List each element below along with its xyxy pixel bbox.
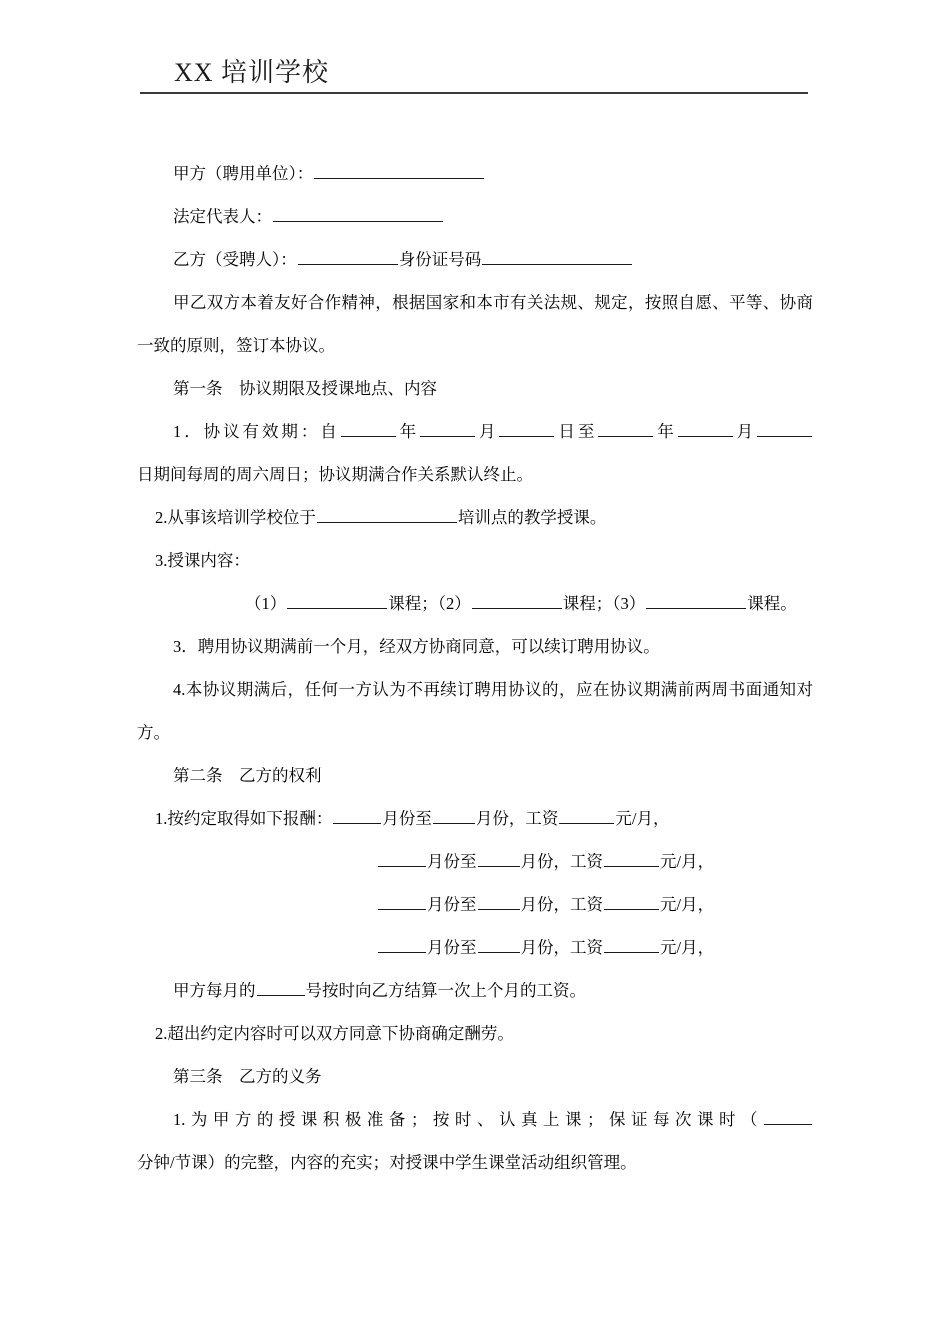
salary-1-to-blank[interactable]	[433, 806, 475, 824]
course-1-suffix: 课程；	[388, 594, 438, 613]
article-1-item-4: 3．聘用协议期满前一个月，经双方协商同意，可以续订聘用协议。	[173, 637, 660, 656]
salary-3-suffix: 元/月，	[660, 895, 715, 914]
course-3-blank[interactable]	[646, 591, 746, 609]
article-2-salary-row-4	[137, 926, 813, 969]
party-b-label: 乙方（受聘人）：	[173, 250, 297, 269]
art1-item1-mid1: 年	[396, 422, 420, 441]
article-2-heading: 第二条 乙方的权利	[173, 766, 322, 785]
salary-2-to-blank[interactable]	[478, 849, 520, 867]
party-b-blank[interactable]	[298, 247, 398, 265]
article-1-item-2	[137, 496, 813, 539]
legal-rep-label: 法定代表人：	[173, 207, 272, 226]
article-2-salary-row-3	[137, 883, 813, 926]
party-a-label: 甲方（聘用单位）：	[173, 164, 314, 183]
article-1-item-3	[137, 539, 813, 582]
end-month-blank[interactable]	[678, 419, 733, 437]
art2-item1-mid1: 月份至	[382, 809, 432, 828]
document-body	[137, 152, 813, 1184]
course-2-label: （2）	[437, 594, 471, 613]
course-2-suffix: 课程；	[562, 594, 613, 613]
legal-rep-line	[137, 195, 813, 238]
header-divider	[140, 92, 808, 94]
article-2-item-2: 2.超出约定内容时可以双方同意下协商确定酬劳。	[155, 1024, 514, 1043]
art1-item3-prefix: 3.授课内容：	[155, 551, 250, 570]
salary-4-amount-blank[interactable]	[604, 935, 659, 953]
end-day-blank[interactable]	[757, 419, 812, 437]
art2-item1-mid2: 月份，工资	[475, 809, 559, 828]
id-number-label: 身份证号码	[398, 250, 482, 269]
salary-3-amount-blank[interactable]	[604, 892, 659, 910]
art1-item1-mid4: 年	[654, 422, 677, 441]
party-b-line	[137, 238, 813, 281]
art3-item1-suffix: 分钟/节课）的完整，内容的充实；对授课中学生课堂活动组织管理。	[137, 1153, 637, 1172]
article-2-item-1	[137, 797, 813, 840]
art1-item1-prefix: 1．协议有效期：自	[173, 422, 340, 441]
article-3-heading: 第三条 乙方的义务	[173, 1067, 322, 1086]
article-1-heading: 第一条 协议期限及授课地点、内容	[173, 379, 437, 398]
article-1-course-list	[137, 582, 813, 625]
course-2-blank[interactable]	[472, 591, 562, 609]
party-a-blank[interactable]	[314, 161, 484, 179]
salary-4-mid1: 月份至	[427, 938, 477, 957]
course-1-label: （1）	[245, 594, 287, 613]
end-year-blank[interactable]	[598, 419, 653, 437]
salary-2-mid2: 月份，工资	[520, 852, 603, 871]
settlement-prefix: 甲方每月的	[173, 981, 256, 1000]
salary-2-suffix: 元/月，	[660, 852, 715, 871]
settlement-day-blank[interactable]	[257, 978, 305, 996]
art3-item1-prefix: 1.为甲方的授课积极准备；按时、认真上课；保证每次课时（	[173, 1110, 763, 1129]
class-minutes-blank[interactable]	[764, 1107, 812, 1125]
document-header	[140, 56, 808, 102]
course-3-label: （3）	[612, 594, 646, 613]
salary-3-from-blank[interactable]	[378, 892, 426, 910]
id-number-blank[interactable]	[482, 247, 632, 265]
legal-rep-blank[interactable]	[273, 204, 443, 222]
art1-item1-mid2: 月	[476, 422, 499, 441]
salary-1-amount-blank[interactable]	[559, 806, 614, 824]
article-1-item-5: 4.本协议期满后，任何一方认为不再续订聘用协议的，应在协议期满前两周书面通知对方。	[137, 680, 813, 742]
salary-4-mid2: 月份，工资	[520, 938, 603, 957]
course-1-blank[interactable]	[287, 591, 387, 609]
course-3-suffix: 课程。	[747, 594, 797, 613]
article-1-item-1	[137, 410, 813, 496]
art1-item1-mid5: 月	[733, 422, 756, 441]
start-day-blank[interactable]	[499, 419, 554, 437]
art1-item2-suffix: 培训点的教学授课。	[457, 508, 607, 527]
salary-3-mid2: 月份，工资	[520, 895, 603, 914]
party-a-line	[137, 152, 813, 195]
salary-4-suffix: 元/月，	[660, 938, 715, 957]
art2-item1-prefix: 1.按约定取得如下报酬：	[155, 809, 333, 828]
salary-2-mid1: 月份至	[427, 852, 477, 871]
art2-item1-suffix: 元/月，	[615, 809, 670, 828]
preamble-paragraph: 甲乙双方本着友好合作精神，根据国家和本市有关法规、规定，按照自愿、平等、协商一致的原则，签订本协议。	[137, 293, 813, 355]
salary-2-amount-blank[interactable]	[604, 849, 659, 867]
article-3-item-1	[137, 1098, 813, 1184]
start-month-blank[interactable]	[420, 419, 475, 437]
article-2-settlement-line	[137, 969, 813, 1012]
page-title: XX 培训学校	[174, 58, 330, 87]
salary-1-from-blank[interactable]	[333, 806, 381, 824]
art1-item2-prefix: 2.从事该培训学校位于	[155, 508, 316, 527]
article-2-salary-row-2	[137, 840, 813, 883]
training-site-blank[interactable]	[317, 505, 457, 523]
salary-3-to-blank[interactable]	[478, 892, 520, 910]
salary-3-mid1: 月份至	[427, 895, 477, 914]
start-year-blank[interactable]	[341, 419, 396, 437]
settlement-suffix: 号按时向乙方结算一次上个月的工资。	[305, 981, 586, 1000]
salary-2-from-blank[interactable]	[378, 849, 426, 867]
art1-item1-mid3: 日至	[555, 422, 598, 441]
salary-4-from-blank[interactable]	[378, 935, 426, 953]
art1-item1-suffix: 日期间每周的周六周日；协议期满合作关系默认终止。	[137, 465, 533, 484]
salary-4-to-blank[interactable]	[478, 935, 520, 953]
